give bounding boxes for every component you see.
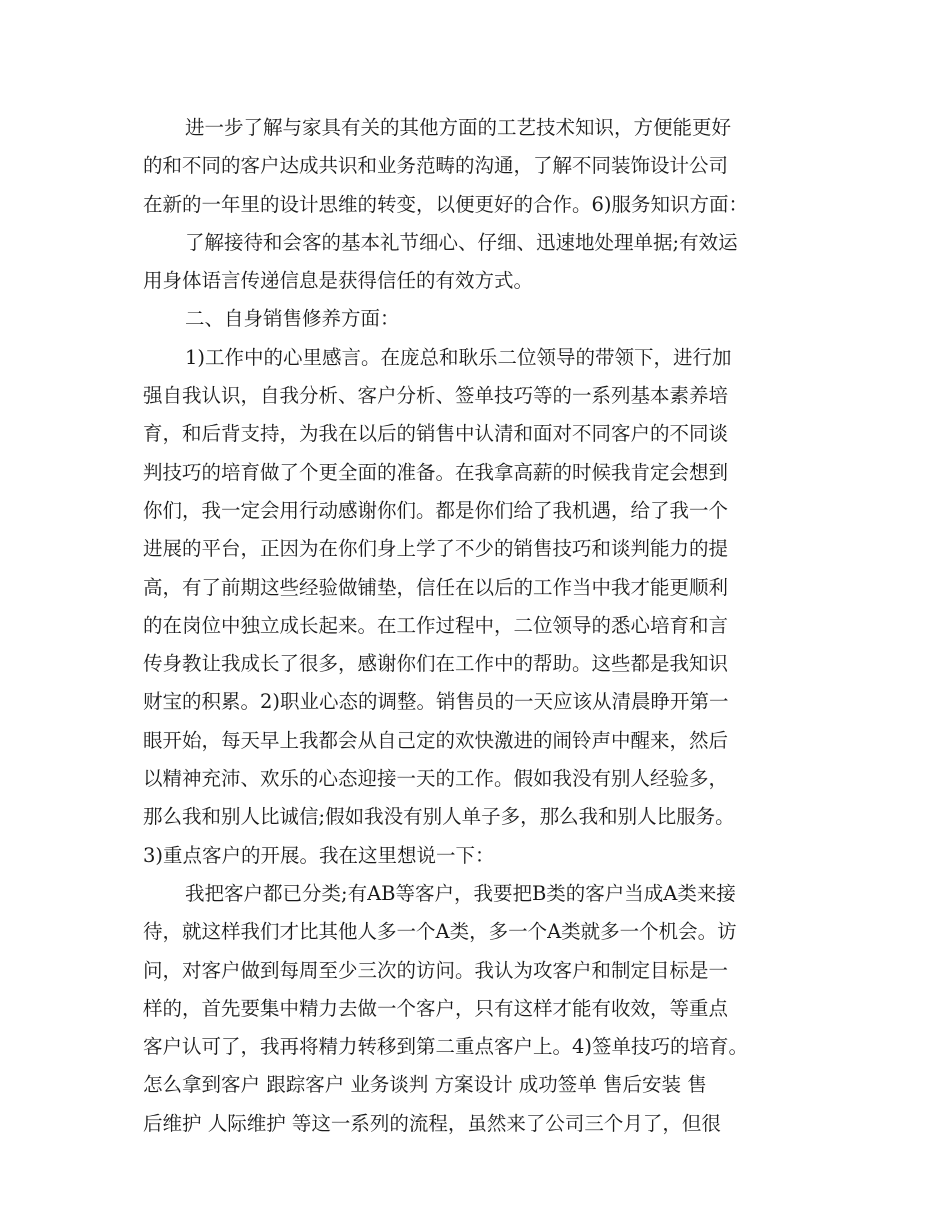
text-line: 那么我和别人比诚信;假如我没有别人单子多，那么我和别人比服务。 — [143, 805, 735, 829]
text-line: 进一步了解与家具有关的其他方面的工艺技术知识，方便能更好 — [185, 116, 732, 139]
text-line: 强自我认识，自我分析、客户分析、签单技巧等的一系列基本素养培 — [143, 384, 729, 408]
text-line: 传身教让我成长了很多，感谢你们在工作中的帮助。这些都是我知识 — [143, 652, 729, 676]
text-line: 1)工作中的心里感言。在庞总和耿乐二位领导的带领下，进行加 — [185, 345, 732, 369]
text-line: 你们，我一定会用行动感谢你们。都是你们给了我机遇，给了我一个 — [143, 498, 729, 522]
text-line: 的在岗位中独立成长起来。在工作过程中，二位领导的悉心培育和言 — [143, 613, 729, 637]
text-line: 我把客户都已分类;有AB等客户，我要把B类的客户当成A类来接 — [185, 881, 736, 905]
text-line: 判技巧的培育做了个更全面的准备。在我拿高薪的时候我肯定会想到 — [143, 460, 729, 484]
text-line: 高，有了前期这些经验做铺垫，信任在以后的工作当中我才能更顺利 — [143, 575, 729, 599]
text-line: 的和不同的客户达成共识和业务范畴的沟通，了解不同装饰设计公司 — [143, 154, 729, 178]
text-line: 眼开始，每天早上我都会从自己定的欢快激进的闹铃声中醒来，然后 — [143, 728, 729, 752]
text-line: 待，就这样我们才比其他人多一个A类，多一个A类就多一个机会。访 — [143, 920, 737, 944]
text-line: 育，和后背支持，为我在以后的销售中认清和面对不同客户的不同谈 — [143, 422, 729, 446]
section-heading: 二、自身销售修养方面： — [185, 307, 400, 331]
text-line: 以精神充沛、欢乐的心态迎接一天的工作。假如我没有别人经验多， — [143, 767, 729, 791]
text-line: 进展的平台，正因为在你们身上学了不少的销售技巧和谈判能力的提 — [143, 537, 729, 561]
text-line: 怎么拿到客户 跟踪客户 业务谈判 方案设计 成功签单 售后安装 售 — [143, 1073, 707, 1097]
text-line: 财宝的积累。2)职业心态的调整。销售员的一天应该从清晨睁开第一 — [143, 690, 729, 714]
text-line: 用身体语言传递信息是获得信任的有效方式。 — [143, 269, 534, 293]
text-line: 了解接待和会客的基本礼节细心、仔细、迅速地处理单据;有效运 — [185, 230, 738, 254]
text-line: 3)重点客户的开展。我在这里想说一下： — [143, 843, 495, 867]
document-body — [143, 109, 808, 1143]
text-line: 样的，首先要集中精力去做一个客户，只有这样才能有收效，等重点 — [143, 996, 729, 1020]
text-line: 后维护 人际维护 等这一系列的流程，虽然来了公司三个月了，但很 — [143, 1111, 721, 1135]
text-line: 客户认可了，我再将精力转移到第二重点客户上。4)签单技巧的培育。 — [143, 1035, 749, 1059]
text-line: 问，对客户做到每周至少三次的访问。我认为攻客户和制定目标是一 — [143, 958, 729, 982]
text-line: 在新的一年里的设计思维的转变，以便更好的合作。6)服务知识方面： — [143, 192, 749, 216]
